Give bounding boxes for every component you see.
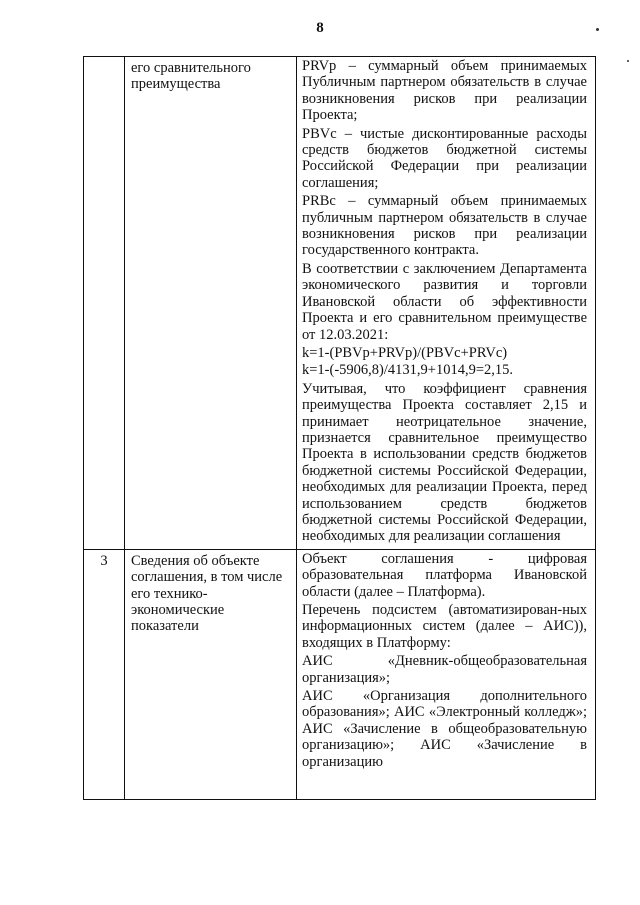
- row-description-cell: [297, 549, 596, 799]
- paragraph: Перечень подсистем (автоматизирован-ных информационных систем (далее – АИС)), входящих в Платформу:: [302, 602, 587, 651]
- formula-result: k=1-(-5906,8)/4131,9+1014,9=2,15.: [302, 362, 514, 379]
- row-number-cell: 3: [84, 549, 125, 799]
- table-row: [84, 549, 596, 799]
- clipped-content: [302, 551, 587, 797]
- row-name-cell: его сравнительного преимущества: [125, 57, 297, 550]
- document-table: [83, 56, 596, 800]
- page-number: 8: [316, 20, 324, 36]
- paragraph: PBVc – чистые дисконтированные расходы средств бюджетов бюджетной системы Российской Федерации при реализации соглашения;: [302, 125, 587, 191]
- paragraph: PRVp – суммарный объем принимаемых Публичным партнером обязательств в случае возникновения рисков при реализации Проекта;: [302, 58, 587, 124]
- scan-speck: [596, 28, 599, 31]
- row-name-cell: Сведения об объекте соглашения, в том числе его технико-экономические показатели: [125, 549, 297, 799]
- row-description-cell: [297, 57, 596, 550]
- table-row: [84, 57, 596, 550]
- row-number-cell: [84, 57, 125, 550]
- formula: k=1-(PBVp+PRVp)/(PBVc+PRVc): [302, 344, 508, 361]
- paragraph: В соответствии с заключением Департамента экономического развития и торговли Ивановской области об эффективности Проекта и его сравнительном преимуществе от 12.03.2021:: [302, 260, 587, 343]
- paragraph: PRBc – суммарный объем принимаемых публичным партнером обязательств в случае возникновения рисков при реализации государственного контракта.: [302, 193, 587, 259]
- scan-speck: [627, 60, 629, 62]
- paragraph: АИС «Дневник-общеобразовательная организация»;: [302, 653, 587, 686]
- paragraph: Объект соглашения - цифровая образовательная платформа Ивановской области (далее – Платформа).: [302, 550, 587, 600]
- paragraph: Учитывая, что коэффициент сравнения преимущества Проекта составляет 2,15 и принимает неотрицательное значение, признается сравнительное преимущество Проекта в использовании средств бюджетов бюджетной системы Российской Федерации, необходимых для реализации Проекта, перед использованием средств бюджетов бюджетной системы Российской Федерации, необходимых для реализации соглашения: [302, 380, 587, 545]
- paragraph: АИС «Организация дополнительного образования»; АИС «Электронный колледж»; АИС «Зачисление в общеобразовательную организацию»; АИС «Зачисление в организацию: [302, 688, 587, 770]
